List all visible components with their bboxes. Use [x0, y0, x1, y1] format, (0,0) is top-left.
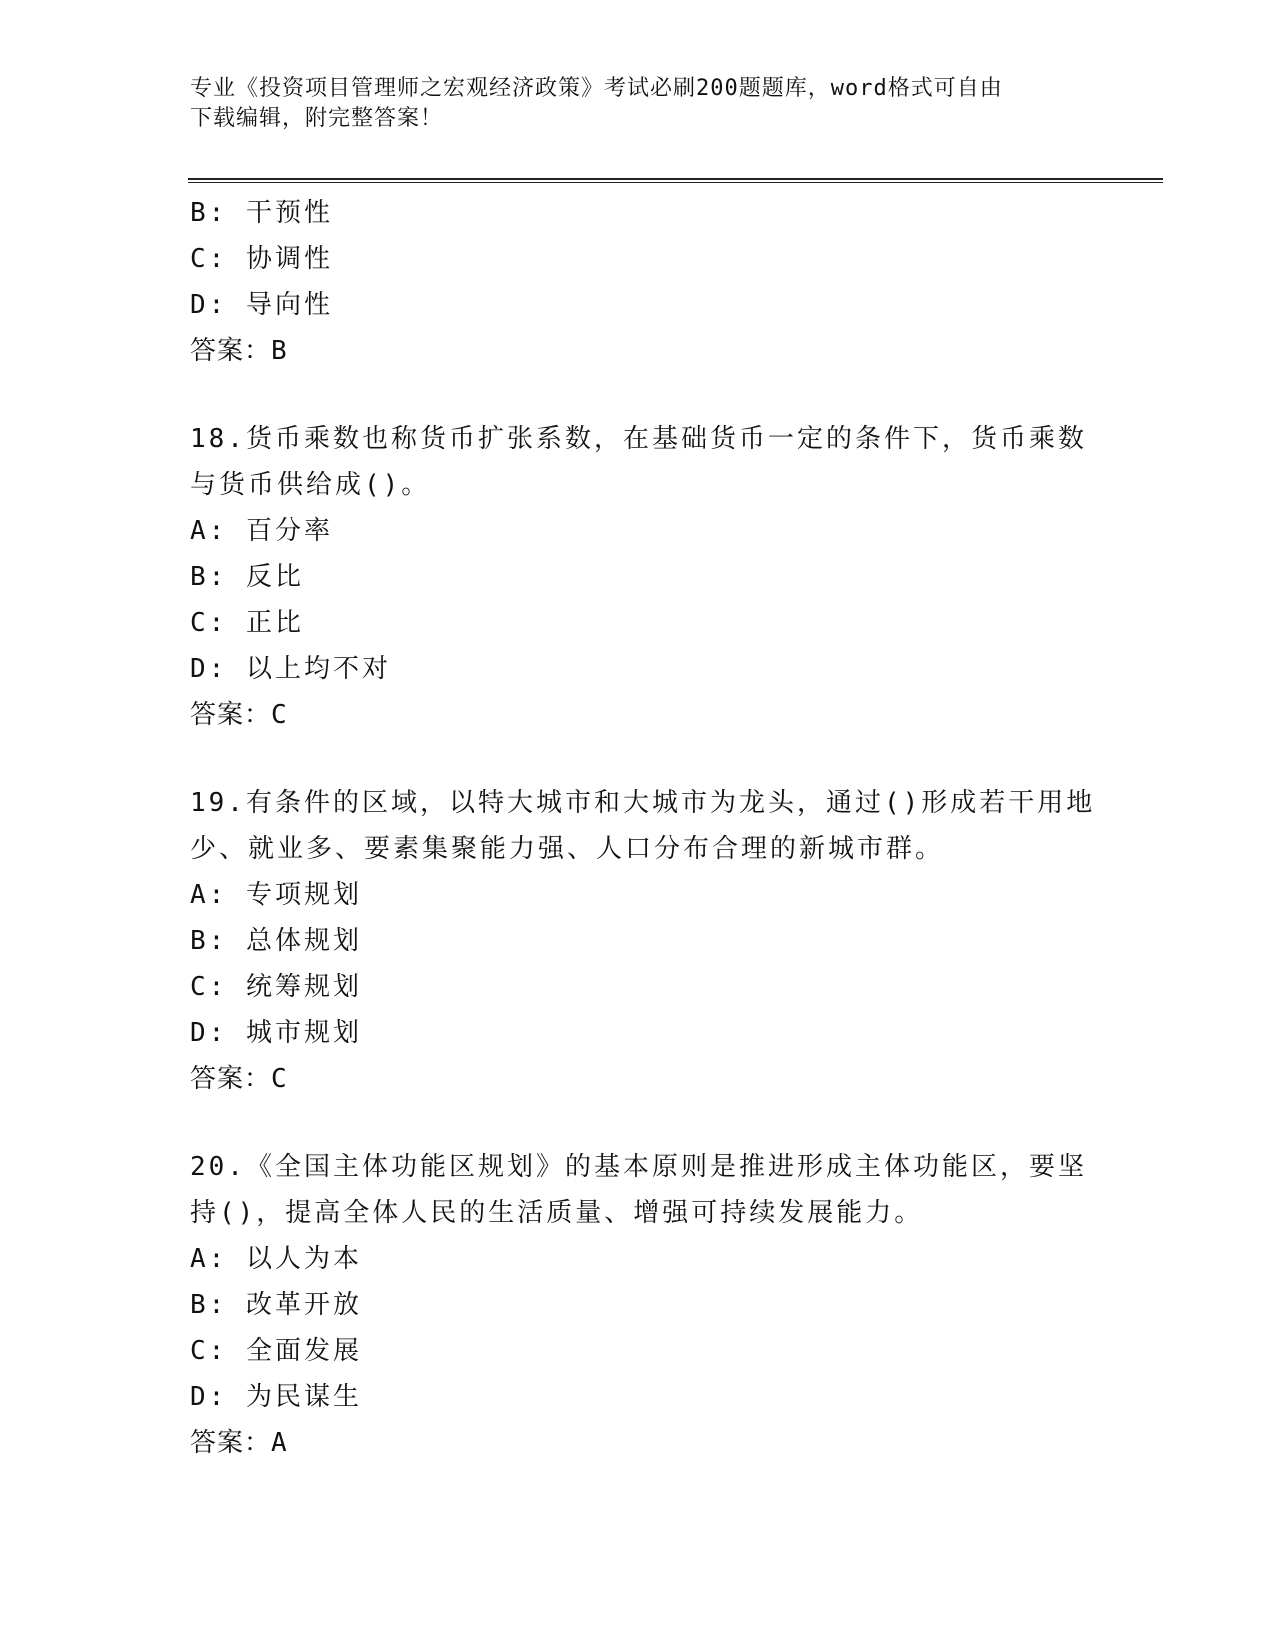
option-d: D: 城市规划 — [190, 1018, 362, 1048]
answer-line: 答案：A — [190, 1428, 288, 1458]
option-c: C: 统筹规划 — [190, 972, 362, 1002]
option-b: B: 改革开放 — [190, 1290, 362, 1320]
answer-line: 答案：C — [190, 700, 288, 730]
option-c: C: 全面发展 — [190, 1336, 362, 1366]
question-stem-line-2: 与货币供给成()。 — [190, 470, 431, 500]
option-a: A: 以人为本 — [190, 1244, 362, 1274]
header-rule-thick — [188, 178, 1163, 180]
answer-line: 答案：C — [190, 1064, 288, 1094]
page-header — [190, 74, 1090, 134]
option-d: D: 以上均不对 — [190, 654, 391, 684]
option-d: D: 为民谋生 — [190, 1382, 362, 1412]
question-19 — [190, 780, 1096, 1102]
question-stem-line-1: 20.《全国主体功能区规划》的基本原则是推进形成主体功能区，要坚 — [190, 1152, 1087, 1182]
question-stem-line-2: 持()，提高全体人民的生活质量、增强可持续发展能力。 — [190, 1198, 924, 1228]
option-b: B: 反比 — [190, 562, 304, 592]
option-a: A: 百分率 — [190, 516, 333, 546]
question-list — [190, 190, 1096, 1466]
question-20 — [190, 1144, 1090, 1466]
spacer — [190, 374, 1090, 416]
option-d: D: 导向性 — [190, 290, 333, 320]
spacer — [190, 738, 1090, 780]
header-rule-thin — [188, 182, 1163, 183]
option-b: B: 总体规划 — [190, 926, 362, 956]
option-a: A: 专项规划 — [190, 880, 362, 910]
question-18 — [190, 416, 1090, 738]
header-line-1: 专业《投资项目管理师之宏观经济政策》考试必刷200题题库，word格式可自由 — [190, 76, 1003, 101]
question-stem-line-1: 18.货币乘数也称货币扩张系数，在基础货币一定的条件下，货币乘数 — [190, 424, 1087, 454]
spacer — [190, 1102, 1090, 1144]
question-17-tail — [190, 190, 1090, 374]
header-line-2: 下载编辑，附完整答案！ — [190, 106, 444, 131]
question-stem-line-2: 少、就业多、要素集聚能力强、人口分布合理的新城市群。 — [190, 834, 945, 864]
option-b: B: 干预性 — [190, 198, 333, 228]
option-c: C: 协调性 — [190, 244, 333, 274]
answer-line: 答案：B — [190, 336, 288, 366]
question-stem-line-1: 19.有条件的区域，以特大城市和大城市为龙头，通过()形成若干用地 — [190, 788, 1096, 818]
option-c: C: 正比 — [190, 608, 304, 638]
